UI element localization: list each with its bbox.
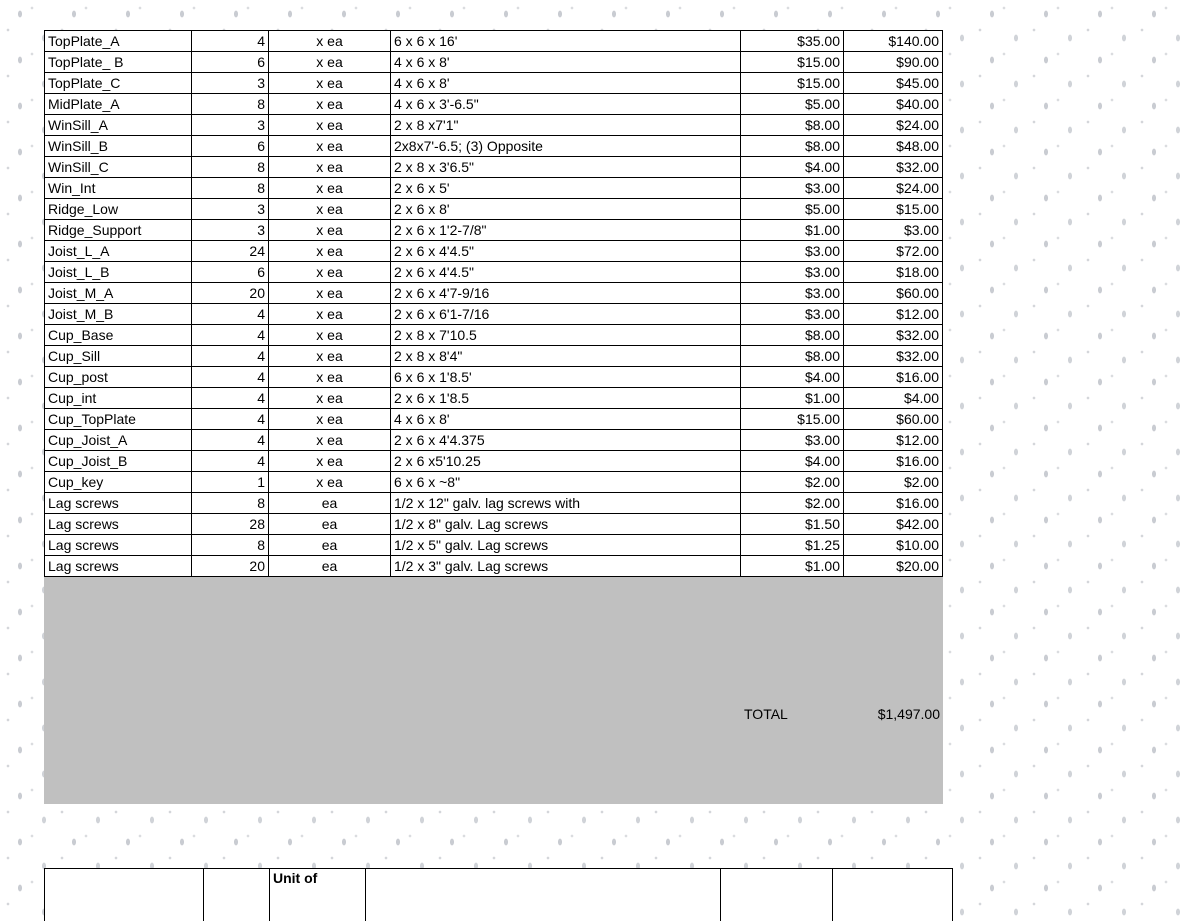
extended-price-cell: $42.00 bbox=[844, 514, 943, 535]
item-name-cell: Joist_M_A bbox=[45, 283, 192, 304]
quantity-cell: 3 bbox=[192, 115, 269, 136]
extended-price-cell: $32.00 bbox=[844, 346, 943, 367]
unit-price-cell: $1.50 bbox=[741, 514, 844, 535]
quantity-cell: 20 bbox=[192, 556, 269, 577]
header-cell bbox=[721, 869, 833, 921]
unit-cell: ea bbox=[269, 493, 391, 514]
unit-price-cell: $3.00 bbox=[741, 241, 844, 262]
unit-price-cell: $3.00 bbox=[741, 262, 844, 283]
description-cell: 4 x 6 x 3'-6.5" bbox=[391, 94, 741, 115]
unit-price-cell: $3.00 bbox=[741, 304, 844, 325]
quantity-cell: 8 bbox=[192, 94, 269, 115]
description-cell: 2 x 6 x 4'4.5" bbox=[391, 241, 741, 262]
quantity-cell: 6 bbox=[192, 136, 269, 157]
description-cell: 4 x 6 x 8' bbox=[391, 52, 741, 73]
item-name-cell: Lag screws bbox=[45, 493, 192, 514]
unit-price-cell: $5.00 bbox=[741, 199, 844, 220]
table-row bbox=[45, 472, 943, 493]
description-cell: 2 x 6 x 8' bbox=[391, 199, 741, 220]
quantity-cell: 6 bbox=[192, 262, 269, 283]
quantity-cell: 4 bbox=[192, 451, 269, 472]
description-cell: 2 x 6 x5'10.25 bbox=[391, 451, 741, 472]
description-cell: 2 x 8 x 7'10.5 bbox=[391, 325, 741, 346]
item-name-cell: Cup_TopPlate bbox=[45, 409, 192, 430]
unit-price-cell: $4.00 bbox=[741, 451, 844, 472]
table-row bbox=[45, 514, 943, 535]
materials-table-body bbox=[45, 31, 943, 577]
next-table-header-row bbox=[45, 869, 953, 921]
table-row bbox=[45, 157, 943, 178]
description-cell: 4 x 6 x 8' bbox=[391, 409, 741, 430]
extended-price-cell: $2.00 bbox=[844, 472, 943, 493]
unit-cell: x ea bbox=[269, 136, 391, 157]
unit-price-cell: $8.00 bbox=[741, 325, 844, 346]
unit-price-cell: $2.00 bbox=[741, 493, 844, 514]
unit-cell: x ea bbox=[269, 262, 391, 283]
quantity-cell: 8 bbox=[192, 178, 269, 199]
quantity-cell: 3 bbox=[192, 199, 269, 220]
quantity-cell: 1 bbox=[192, 472, 269, 493]
table-row bbox=[45, 220, 943, 241]
extended-price-cell: $3.00 bbox=[844, 220, 943, 241]
unit-price-cell: $4.00 bbox=[741, 367, 844, 388]
description-cell: 2 x 6 x 5' bbox=[391, 178, 741, 199]
item-name-cell: Ridge_Low bbox=[45, 199, 192, 220]
unit-cell: x ea bbox=[269, 52, 391, 73]
extended-price-cell: $12.00 bbox=[844, 304, 943, 325]
item-name-cell: Cup_Joist_A bbox=[45, 430, 192, 451]
table-row bbox=[45, 346, 943, 367]
description-cell: 6 x 6 x 16' bbox=[391, 31, 741, 52]
table-row bbox=[45, 73, 943, 94]
extended-price-cell: $60.00 bbox=[844, 409, 943, 430]
unit-of-header: Unit of bbox=[270, 869, 366, 921]
quantity-cell: 3 bbox=[192, 73, 269, 94]
table-row bbox=[45, 31, 943, 52]
description-cell: 2 x 6 x 1'2-7/8" bbox=[391, 220, 741, 241]
item-name-cell: Cup_Base bbox=[45, 325, 192, 346]
unit-price-cell: $2.00 bbox=[741, 472, 844, 493]
description-cell: 6 x 6 x ~8" bbox=[391, 472, 741, 493]
unit-cell: x ea bbox=[269, 451, 391, 472]
unit-cell: x ea bbox=[269, 115, 391, 136]
item-name-cell: Cup_Joist_B bbox=[45, 451, 192, 472]
header-cell bbox=[833, 869, 953, 921]
unit-price-cell: $8.00 bbox=[741, 115, 844, 136]
extended-price-cell: $40.00 bbox=[844, 94, 943, 115]
extended-price-cell: $10.00 bbox=[844, 535, 943, 556]
item-name-cell: Joist_L_B bbox=[45, 262, 192, 283]
description-cell: 2 x 6 x 4'4.375 bbox=[391, 430, 741, 451]
extended-price-cell: $32.00 bbox=[844, 325, 943, 346]
extended-price-cell: $60.00 bbox=[844, 283, 943, 304]
item-name-cell: Lag screws bbox=[45, 514, 192, 535]
header-cell bbox=[366, 869, 721, 921]
unit-price-cell: $8.00 bbox=[741, 136, 844, 157]
item-name-cell: Cup_Sill bbox=[45, 346, 192, 367]
description-cell: 2 x 6 x 1'8.5 bbox=[391, 388, 741, 409]
quantity-cell: 4 bbox=[192, 325, 269, 346]
total-value: $1,497.00 bbox=[840, 706, 940, 722]
item-name-cell: TopPlate_C bbox=[45, 73, 192, 94]
unit-cell: ea bbox=[269, 514, 391, 535]
unit-cell: x ea bbox=[269, 346, 391, 367]
unit-price-cell: $1.00 bbox=[741, 388, 844, 409]
quantity-cell: 8 bbox=[192, 157, 269, 178]
table-row bbox=[45, 262, 943, 283]
quantity-cell: 4 bbox=[192, 304, 269, 325]
description-cell: 2 x 8 x 3'6.5" bbox=[391, 157, 741, 178]
description-cell: 1/2 x 12" galv. lag screws with bbox=[391, 493, 741, 514]
unit-cell: x ea bbox=[269, 157, 391, 178]
item-name-cell: Ridge_Support bbox=[45, 220, 192, 241]
unit-cell: x ea bbox=[269, 220, 391, 241]
unit-cell: x ea bbox=[269, 304, 391, 325]
item-name-cell: WinSill_A bbox=[45, 115, 192, 136]
unit-cell: x ea bbox=[269, 367, 391, 388]
header-cell bbox=[204, 869, 270, 921]
item-name-cell: Cup_post bbox=[45, 367, 192, 388]
unit-cell: x ea bbox=[269, 430, 391, 451]
description-cell: 2 x 8 x 8'4" bbox=[391, 346, 741, 367]
unit-cell: x ea bbox=[269, 325, 391, 346]
description-cell: 2 x 6 x 4'7-9/16 bbox=[391, 283, 741, 304]
unit-price-cell: $15.00 bbox=[741, 73, 844, 94]
table-row bbox=[45, 388, 943, 409]
unit-price-cell: $3.00 bbox=[741, 178, 844, 199]
unit-price-cell: $35.00 bbox=[741, 31, 844, 52]
unit-cell: x ea bbox=[269, 472, 391, 493]
quantity-cell: 8 bbox=[192, 493, 269, 514]
total-label: TOTAL bbox=[744, 706, 836, 722]
unit-cell: x ea bbox=[269, 31, 391, 52]
item-name-cell: Win_Int bbox=[45, 178, 192, 199]
quantity-cell: 4 bbox=[192, 430, 269, 451]
extended-price-cell: $45.00 bbox=[844, 73, 943, 94]
item-name-cell: Joist_M_B bbox=[45, 304, 192, 325]
quantity-cell: 4 bbox=[192, 346, 269, 367]
table-row bbox=[45, 136, 943, 157]
table-row bbox=[45, 283, 943, 304]
table-row bbox=[45, 409, 943, 430]
description-cell: 2 x 8 x7'1" bbox=[391, 115, 741, 136]
description-cell: 6 x 6 x 1'8.5' bbox=[391, 367, 741, 388]
item-name-cell: Cup_key bbox=[45, 472, 192, 493]
extended-price-cell: $16.00 bbox=[844, 367, 943, 388]
quantity-cell: 20 bbox=[192, 283, 269, 304]
unit-cell: x ea bbox=[269, 94, 391, 115]
quantity-cell: 4 bbox=[192, 388, 269, 409]
extended-price-cell: $72.00 bbox=[844, 241, 943, 262]
extended-price-cell: $12.00 bbox=[844, 430, 943, 451]
extended-price-cell: $24.00 bbox=[844, 115, 943, 136]
unit-cell: x ea bbox=[269, 73, 391, 94]
table-row bbox=[45, 52, 943, 73]
unit-price-cell: $8.00 bbox=[741, 346, 844, 367]
quantity-cell: 4 bbox=[192, 367, 269, 388]
extended-price-cell: $90.00 bbox=[844, 52, 943, 73]
unit-price-cell: $1.25 bbox=[741, 535, 844, 556]
item-name-cell: Joist_L_A bbox=[45, 241, 192, 262]
extended-price-cell: $24.00 bbox=[844, 178, 943, 199]
unit-cell: x ea bbox=[269, 409, 391, 430]
extended-price-cell: $140.00 bbox=[844, 31, 943, 52]
table-row bbox=[45, 430, 943, 451]
unit-price-cell: $15.00 bbox=[741, 409, 844, 430]
quantity-cell: 4 bbox=[192, 409, 269, 430]
description-cell: 1/2 x 8" galv. Lag screws bbox=[391, 514, 741, 535]
unit-price-cell: $3.00 bbox=[741, 283, 844, 304]
description-cell: 2x8x7'-6.5; (3) Opposite bbox=[391, 136, 741, 157]
table-row bbox=[45, 325, 943, 346]
item-name-cell: Cup_int bbox=[45, 388, 192, 409]
extended-price-cell: $32.00 bbox=[844, 157, 943, 178]
quantity-cell: 28 bbox=[192, 514, 269, 535]
unit-price-cell: $15.00 bbox=[741, 52, 844, 73]
unit-cell: x ea bbox=[269, 388, 391, 409]
table-row bbox=[45, 535, 943, 556]
extended-price-cell: $16.00 bbox=[844, 493, 943, 514]
unit-price-cell: $4.00 bbox=[741, 157, 844, 178]
description-cell: 1/2 x 5" galv. Lag screws bbox=[391, 535, 741, 556]
extended-price-cell: $20.00 bbox=[844, 556, 943, 577]
extended-price-cell: $48.00 bbox=[844, 136, 943, 157]
table-row bbox=[45, 304, 943, 325]
unit-cell: ea bbox=[269, 535, 391, 556]
quantity-cell: 8 bbox=[192, 535, 269, 556]
description-cell: 4 x 6 x 8' bbox=[391, 73, 741, 94]
extended-price-cell: $15.00 bbox=[844, 199, 943, 220]
table-row bbox=[45, 115, 943, 136]
quantity-cell: 6 bbox=[192, 52, 269, 73]
extended-price-cell: $4.00 bbox=[844, 388, 943, 409]
table-row bbox=[45, 493, 943, 514]
unit-price-cell: $1.00 bbox=[741, 556, 844, 577]
unit-price-cell: $5.00 bbox=[741, 94, 844, 115]
table-row bbox=[45, 241, 943, 262]
description-cell: 2 x 6 x 6'1-7/16 bbox=[391, 304, 741, 325]
item-name-cell: TopPlate_ B bbox=[45, 52, 192, 73]
description-cell: 2 x 6 x 4'4.5" bbox=[391, 262, 741, 283]
quantity-cell: 3 bbox=[192, 220, 269, 241]
next-table-header bbox=[44, 868, 953, 921]
unit-price-cell: $1.00 bbox=[741, 220, 844, 241]
table-row bbox=[45, 367, 943, 388]
unit-cell: x ea bbox=[269, 199, 391, 220]
item-name-cell: Lag screws bbox=[45, 535, 192, 556]
unit-price-cell: $3.00 bbox=[741, 430, 844, 451]
description-cell: 1/2 x 3" galv. Lag screws bbox=[391, 556, 741, 577]
materials-table bbox=[44, 30, 943, 577]
unit-cell: x ea bbox=[269, 241, 391, 262]
materials-sheet bbox=[44, 30, 943, 804]
unit-cell: x ea bbox=[269, 178, 391, 199]
table-row bbox=[45, 94, 943, 115]
extended-price-cell: $16.00 bbox=[844, 451, 943, 472]
quantity-cell: 4 bbox=[192, 31, 269, 52]
table-row bbox=[45, 199, 943, 220]
unit-cell: x ea bbox=[269, 283, 391, 304]
table-row bbox=[45, 556, 943, 577]
extended-price-cell: $18.00 bbox=[844, 262, 943, 283]
quantity-cell: 24 bbox=[192, 241, 269, 262]
header-cell bbox=[45, 869, 204, 921]
unit-cell: ea bbox=[269, 556, 391, 577]
item-name-cell: WinSill_C bbox=[45, 157, 192, 178]
item-name-cell: TopPlate_A bbox=[45, 31, 192, 52]
item-name-cell: Lag screws bbox=[45, 556, 192, 577]
table-row bbox=[45, 178, 943, 199]
item-name-cell: MidPlate_A bbox=[45, 94, 192, 115]
item-name-cell: WinSill_B bbox=[45, 136, 192, 157]
table-row bbox=[45, 451, 943, 472]
